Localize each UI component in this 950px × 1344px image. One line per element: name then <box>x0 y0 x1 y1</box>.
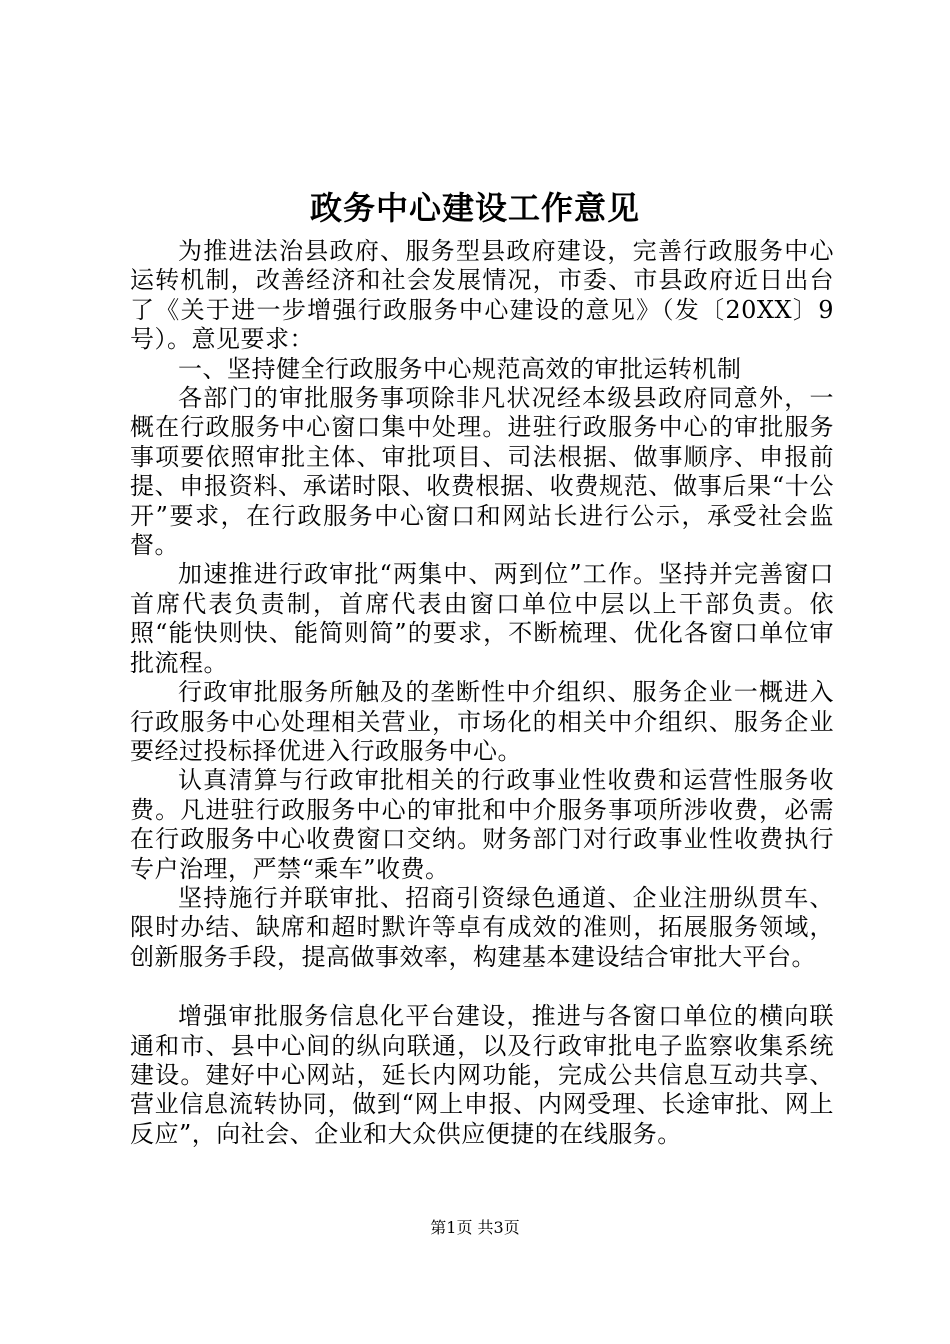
paragraph: 增强审批服务信息化平台建设，推进与各窗口单位的横向联通和市、县中心间的纵向联通，以及行政审批电子监察收集系统建设。建好中心网站，延长内网功能，完成公共信息互动共享、营业信息流转协同，做到“网上申报、内网受理、长途审批、网上反应”，向社会、企业和大众供应便捷的在线服务。 <box>130 1002 834 1148</box>
paragraph: 各部门的审批服务事项除非凡状况经本级县政府同意外，一概在行政服务中心窗口集中处理。进驻行政服务中心的审批服务事项要依照审批主体、审批项目、司法根据、做事顺序、申报前提、申报资料、承诺时限、收费根据、收费规范、做事后果“十公开”要求，在行政服务中心窗口和网站长进行公示，承受社会监督。 <box>130 384 834 560</box>
document-body <box>130 237 834 1149</box>
section-heading: 一、坚持健全行政服务中心规范高效的审批运转机制 <box>178 354 742 383</box>
paragraph: 认真清算与行政审批相关的行政事业性收费和运营性服务收费。凡进驻行政服务中心的审批和中介服务事项所涉收费，必需在行政服务中心收费窗口交纳。财务部门对行政事业性收费执行专户治理，严禁“乘车”收费。 <box>130 766 834 883</box>
page-footer: 第1页 共3页 <box>430 1218 520 1237</box>
document-title: 政务中心建设工作意见 <box>309 189 640 227</box>
paragraph: 坚持施行并联审批、招商引资绿色通道、企业注册纵贯车、限时办结、缺席和超时默许等卓有成效的准则，拓展服务领域，创新服务手段，提高做事效率，构建基本建设结合审批大平台。 <box>130 883 834 971</box>
paragraph-intro: 为推进法治县政府、服务型县政府建设，完善行政服务中心运转机制，改善经济和社会发展情况，市委、市县政府近日出台了《关于进一步增强行政服务中心建设的意见》（发〔20XX〕9号）。意见要求： <box>130 237 834 354</box>
paragraph: 加速推进行政审批“两集中、两到位”工作。坚持并完善窗口首席代表负责制，首席代表由窗口单位中层以上干部负责。依照“能快则快、能简则简”的要求，不断梳理、优化各窗口单位审批流程。 <box>130 560 834 677</box>
paragraph: 行政审批服务所触及的垄断性中介组织、服务企业一概进入行政服务中心处理相关营业，市场化的相关中介组织、服务企业要经过投标择优进入行政服务中心。 <box>130 678 834 765</box>
